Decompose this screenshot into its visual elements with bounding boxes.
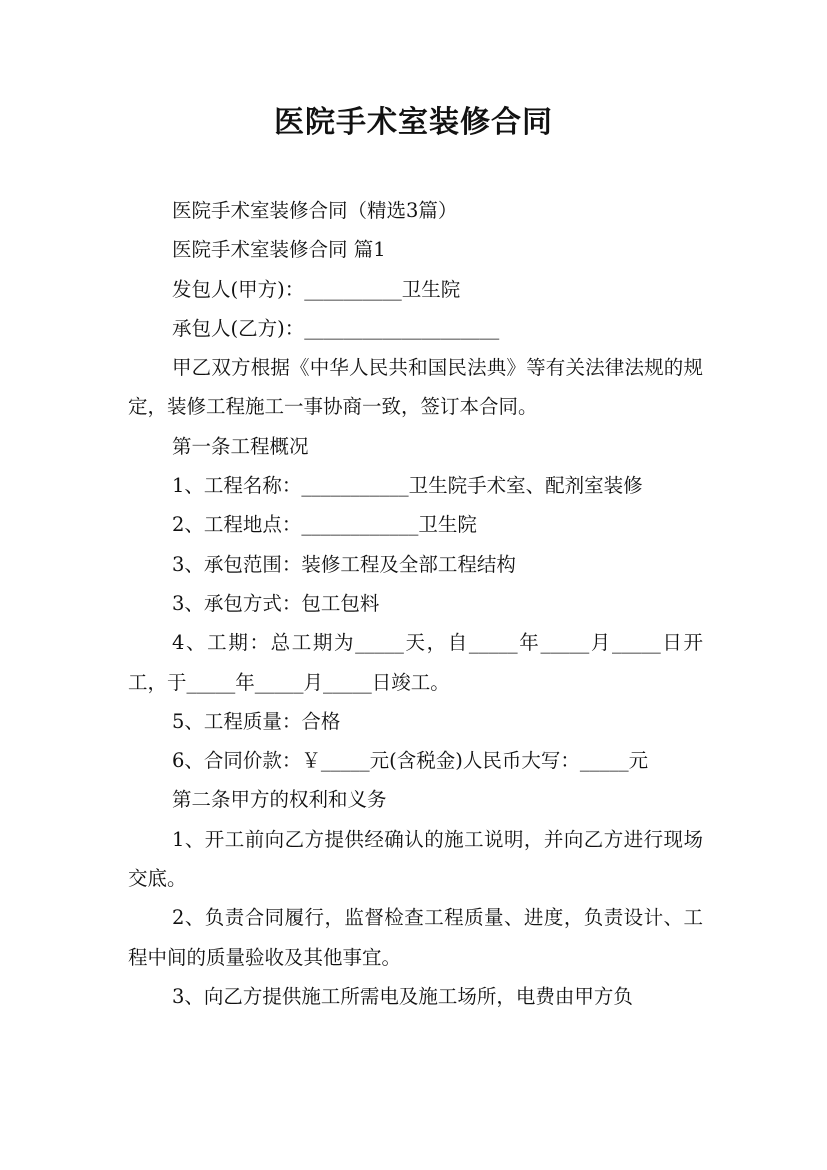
paragraph-schedule: 4、工期：总工期为_____天，自_____年_____月_____日开工，于_____年_____月_____日竣工。 xyxy=(128,631,703,694)
paragraph-party-b: 承包人(乙方)：____________________ xyxy=(172,316,500,340)
paragraph-project-name: 1、工程名称：___________卫生院手术室、配剂室装修 xyxy=(172,474,643,498)
paragraph-article-2-heading: 第二条甲方的权利和义务 xyxy=(172,788,387,812)
paragraph-party-a: 发包人(甲方)：__________卫生院 xyxy=(172,277,461,301)
paragraph-duty-2: 2、负责合同履行，监督检查工程质量、进度，负责设计、工程中间的质量验收及其他事宜。 xyxy=(128,906,703,969)
paragraph-price: 6、合同价款：￥_____元(含税金)人民币大写：_____元 xyxy=(172,749,649,773)
paragraph-quality: 5、工程质量：合格 xyxy=(172,709,341,733)
paragraph-duty-3: 3、向乙方提供施工所需电及施工场所，电费由甲方负 xyxy=(172,984,633,1008)
paragraph-preamble: 甲乙双方根据《中华人民共和国民法典》等有关法律法规的规定，装修工程施工一事协商一致，签订本合同。 xyxy=(128,356,703,419)
paragraph-subtitle: 医院手术室装修合同（精选3篇） xyxy=(172,199,458,222)
paragraph-contract-scope: 3、承包范围：装修工程及全部工程结构 xyxy=(172,552,516,576)
paragraph-contract-method: 3、承包方式：包工包料 xyxy=(172,591,380,615)
paragraph-duty-1: 1、开工前向乙方提供经确认的施工说明，并向乙方进行现场交底。 xyxy=(128,827,703,891)
paragraph-article-1-heading: 第一条工程概况 xyxy=(172,434,309,458)
paragraph-project-location: 2、工程地点：____________卫生院 xyxy=(172,513,477,537)
paragraph-part-heading: 医院手术室装修合同 篇1 xyxy=(172,238,386,262)
document-title: 医院手术室装修合同 xyxy=(274,105,553,140)
document-body xyxy=(128,191,703,1016)
